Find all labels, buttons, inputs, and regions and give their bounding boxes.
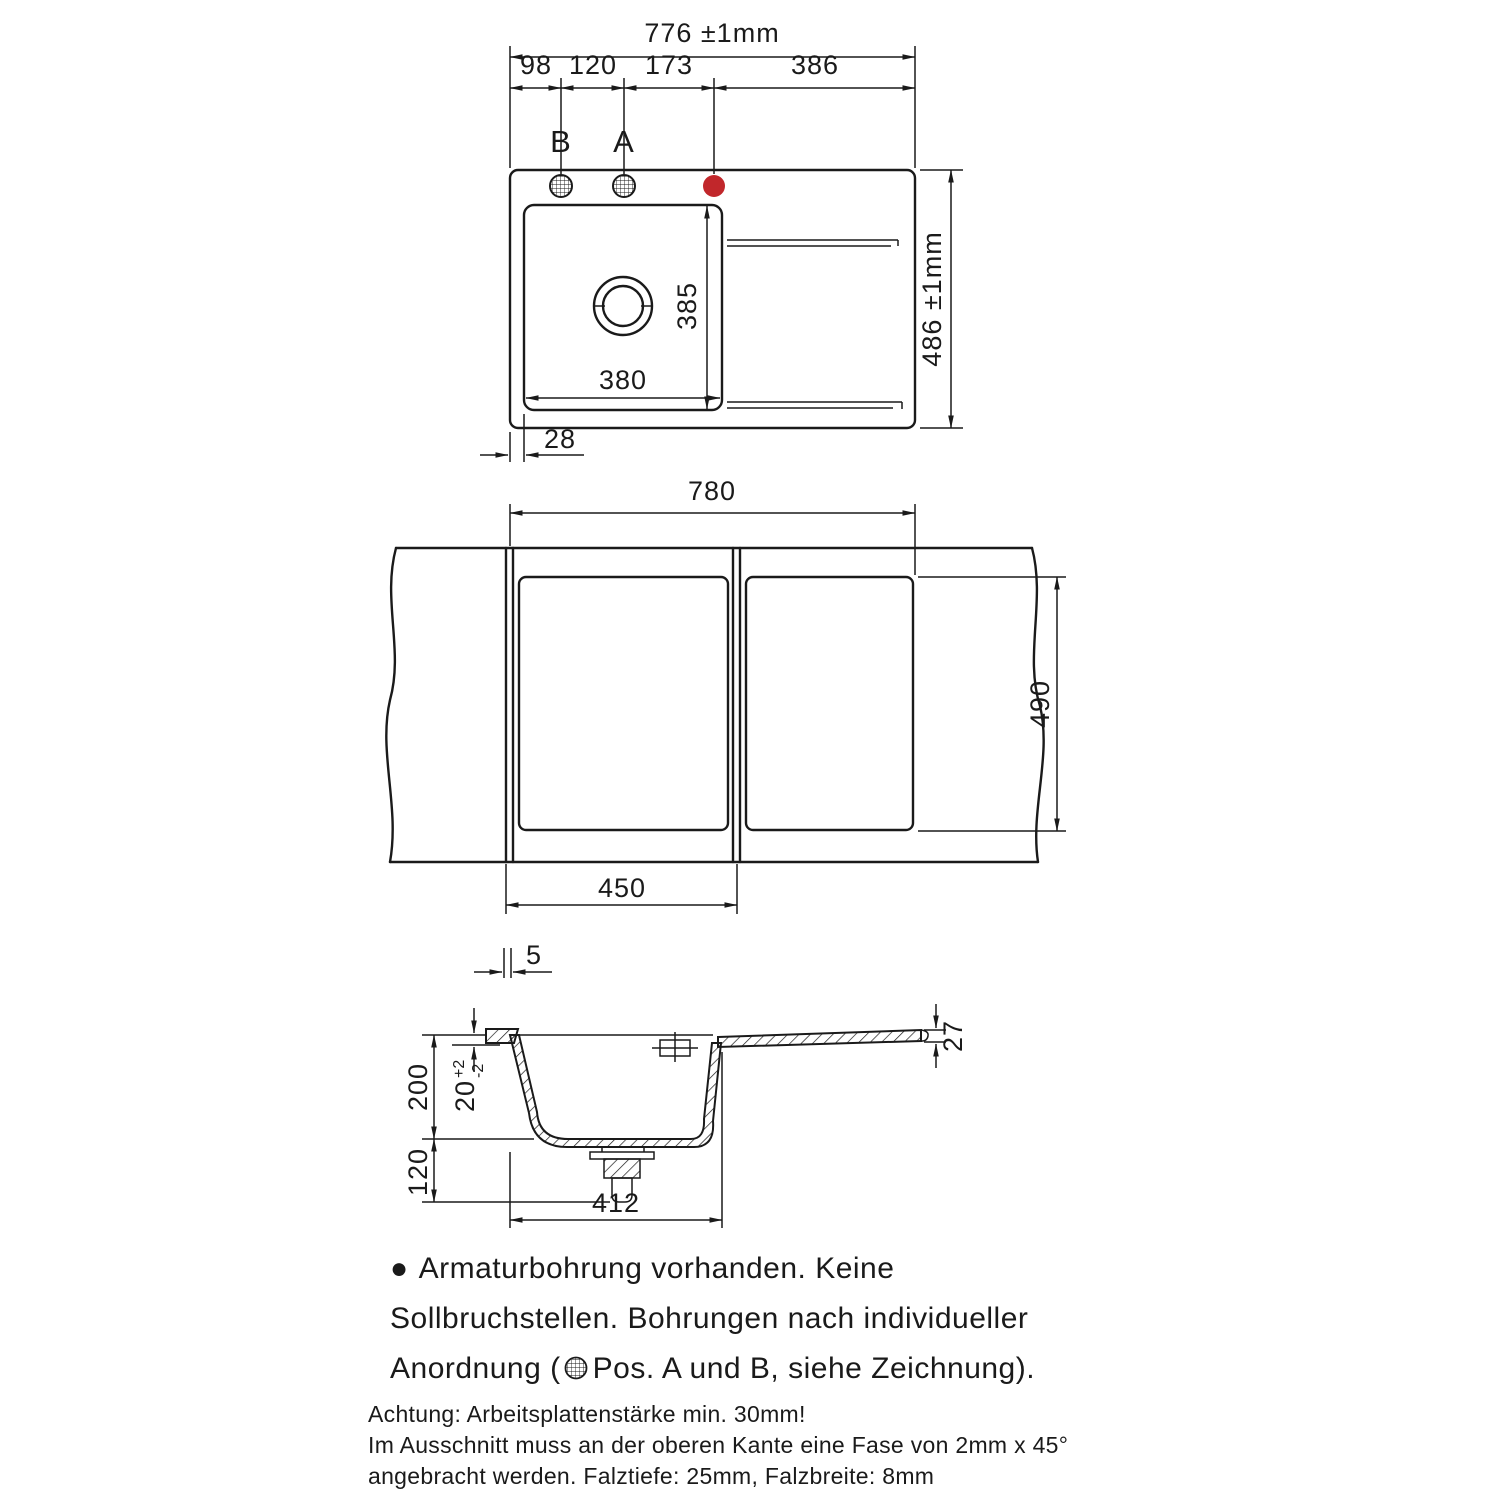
drain-symbol <box>594 277 652 335</box>
svg-text:200: 200 <box>403 1062 433 1112</box>
sink-drainer-area <box>746 577 913 830</box>
svg-text:385: 385 <box>672 281 702 331</box>
top-view <box>480 18 963 462</box>
faucet-hole-marker <box>652 1032 698 1062</box>
hole-a-label: A <box>613 124 635 159</box>
tap-hole-drilled-red-icon <box>703 175 725 197</box>
sink-outline <box>510 170 915 428</box>
hole-b-label: B <box>550 124 572 159</box>
dim-cutout-depth <box>1025 680 1055 728</box>
dim-seg2: 120 <box>568 50 618 80</box>
svg-text:20: 20 <box>450 1079 480 1112</box>
dim-bowl-cut: 450 <box>597 873 647 903</box>
dim-seg4: 386 <box>790 50 840 80</box>
tap-hole-b-icon <box>550 175 572 197</box>
drainer-section <box>718 1030 921 1047</box>
section-view <box>403 1004 968 1228</box>
dim-cutout-width: 780 <box>687 476 737 506</box>
sink-bowl-area <box>519 577 728 830</box>
cutout-width-extensions <box>510 504 915 575</box>
drainboard-lines <box>727 240 902 409</box>
cutout-edges <box>506 548 740 862</box>
dim-seg3: 173 <box>644 50 694 80</box>
dim-board-edge <box>938 1020 968 1052</box>
note-line-3-post: Pos. A und B, siehe Zeichnung). <box>592 1352 1036 1385</box>
dim-rim-height <box>450 1060 487 1112</box>
warning-line-3: angebracht werden. Falztiefe: 25mm, Falzbreite: 8mm <box>368 1463 935 1489</box>
reveal-ticks <box>504 948 511 978</box>
svg-text:490: 490 <box>1025 679 1055 729</box>
note-line-1 <box>390 1252 894 1286</box>
top-view-extension-lines <box>510 46 963 462</box>
warning-line-2: Im Ausschnitt muss an der oberen Kante eine Fase von 2mm x 45° <box>368 1432 1069 1458</box>
svg-text:+2: +2 <box>451 1059 468 1078</box>
tap-hole-a-icon <box>613 175 635 197</box>
dim-drain-clearance <box>403 1148 433 1196</box>
dim-overall-depth <box>917 231 947 366</box>
note-line-1-text: Armaturbohrung vorhanden. Keine <box>418 1252 895 1285</box>
dim-seg1: 98 <box>519 50 553 80</box>
worktop-break-left <box>386 548 396 862</box>
cutout-view <box>386 476 1066 978</box>
bullet-icon: ● <box>390 1252 409 1285</box>
dim-reveal: 5 <box>526 940 543 970</box>
note-line-2: Sollbruchstellen. Bohrungen nach individueller <box>390 1302 1029 1335</box>
svg-text:120: 120 <box>403 1147 433 1197</box>
dim-section-bowl-width: 412 <box>591 1188 641 1218</box>
dim-bowl-offset: 28 <box>544 424 577 454</box>
dim-overall-width: 776 ±1mm <box>644 18 780 48</box>
note-line-3-pre: Anordnung ( <box>390 1352 561 1385</box>
svg-text:486 ±1mm: 486 ±1mm <box>917 231 947 367</box>
svg-text:27: 27 <box>938 1019 968 1053</box>
hole-symbol-icon <box>563 1355 589 1381</box>
svg-text:-2: -2 <box>470 1063 487 1078</box>
dim-bowl-width: 380 <box>598 365 648 395</box>
warning-line-1: Achtung: Arbeitsplattenstärke min. 30mm! <box>368 1401 806 1427</box>
dim-section-depth <box>403 1063 433 1111</box>
note-line-3 <box>390 1352 1035 1386</box>
dim-bowl-depth <box>672 282 702 330</box>
